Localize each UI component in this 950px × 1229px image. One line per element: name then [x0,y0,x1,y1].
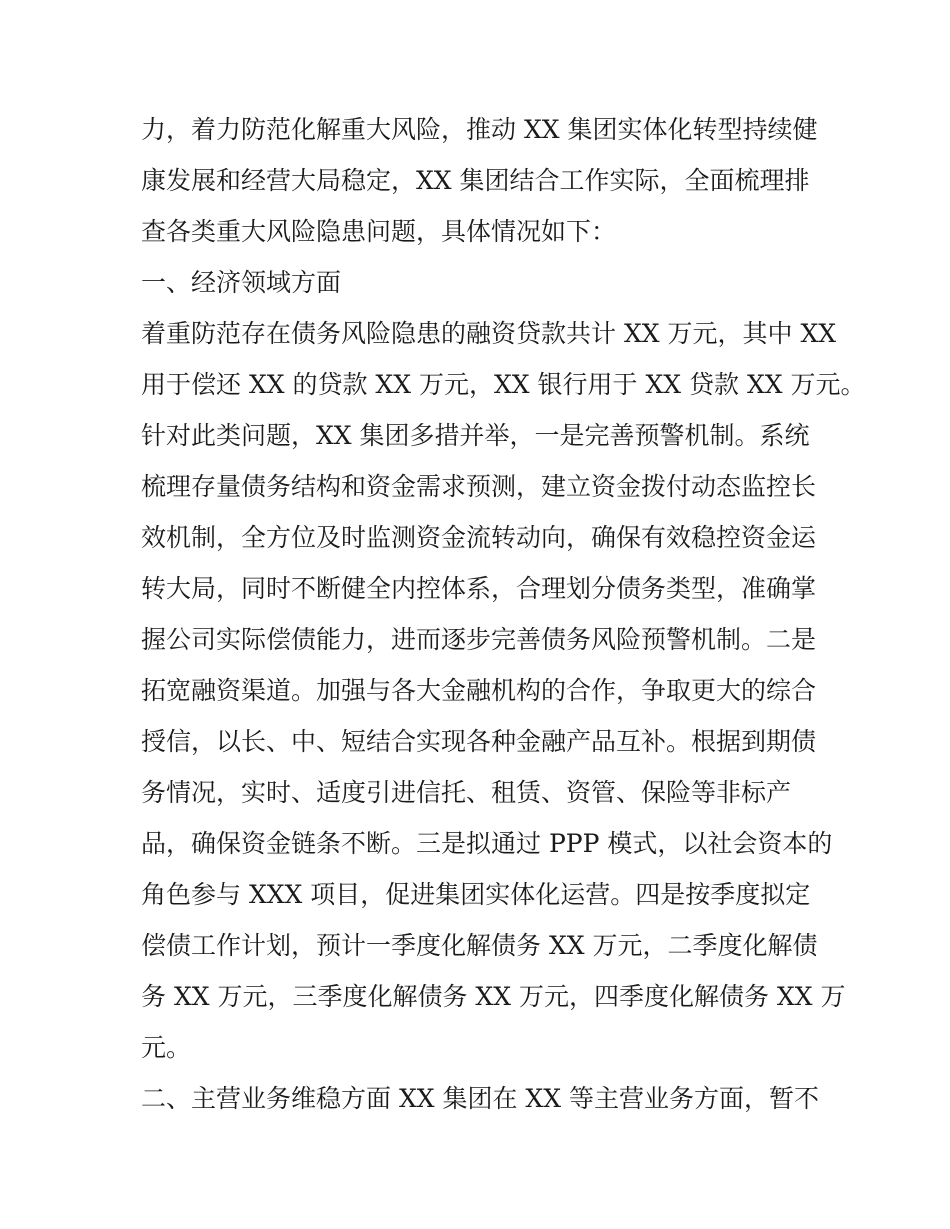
text-line-14: 务情况，实时、适度引进信托、租赁、资管、保险等非标产 [141,778,792,807]
body-text [141,104,866,1124]
text-line-8: 梳理存量债务结构和资金需求预测，建立资金拨付动态监控长 [141,472,817,501]
text-line-2: 康发展和经营大局稳定，XX 集团结合工作实际，全面梳理排 [141,166,810,195]
text-line-7: 针对此类问题，XX 集团多措并举，一是完善预警机制。系统 [141,421,810,450]
text-line-1: 力，着力防范化解重大风险，推动 XX 集团实体化转型持续健 [141,115,818,144]
text-line-12: 拓宽融资渠道。加强与各大金融机构的合作，争取更大的综合 [141,676,817,705]
text-line-11: 握公司实际偿债能力，进而逐步完善债务风险预警机制。二是 [141,625,817,654]
text-line-19: 元。 [141,1033,192,1062]
text-line-17: 偿债工作计划，预计一季度化解债务 XX 万元，二季度化解债 [141,931,818,960]
text-line-15: 品，确保资金链条不断。三是拟通过 PPP 模式，以社会资本的 [141,829,833,858]
text-line-6: 用于偿还 XX 的贷款 XX 万元，XX 银行用于 XX 贷款 XX 万元。 [141,370,866,399]
section-heading-main-business: 二、主营业务维稳方面 XX 集团在 XX 等主营业务方面，暂不 [141,1084,819,1113]
text-line-9: 效机制，全方位及时监测资金流转动向，确保有效稳控资金运 [141,523,817,552]
text-line-3: 查各类重大风险隐患问题，具体情况如下： [141,217,617,246]
text-line-16: 角色参与 XXX 项目，促进集团实体化运营。四是按季度拟定 [141,880,811,909]
text-line-18: 务 XX 万元，三季度化解债务 XX 万元，四季度化解债务 XX 万 [141,982,846,1011]
text-line-5: 着重防范存在债务风险隐患的融资贷款共计 XX 万元，其中 XX [141,319,837,348]
text-line-13: 授信，以长、中、短结合实现各种金融产品互补。根据到期债 [141,727,817,756]
text-line-10: 转大局，同时不断健全内控体系，合理划分债务类型，准确掌 [141,574,817,603]
section-heading-economic: 一、经济领域方面 [141,268,342,297]
